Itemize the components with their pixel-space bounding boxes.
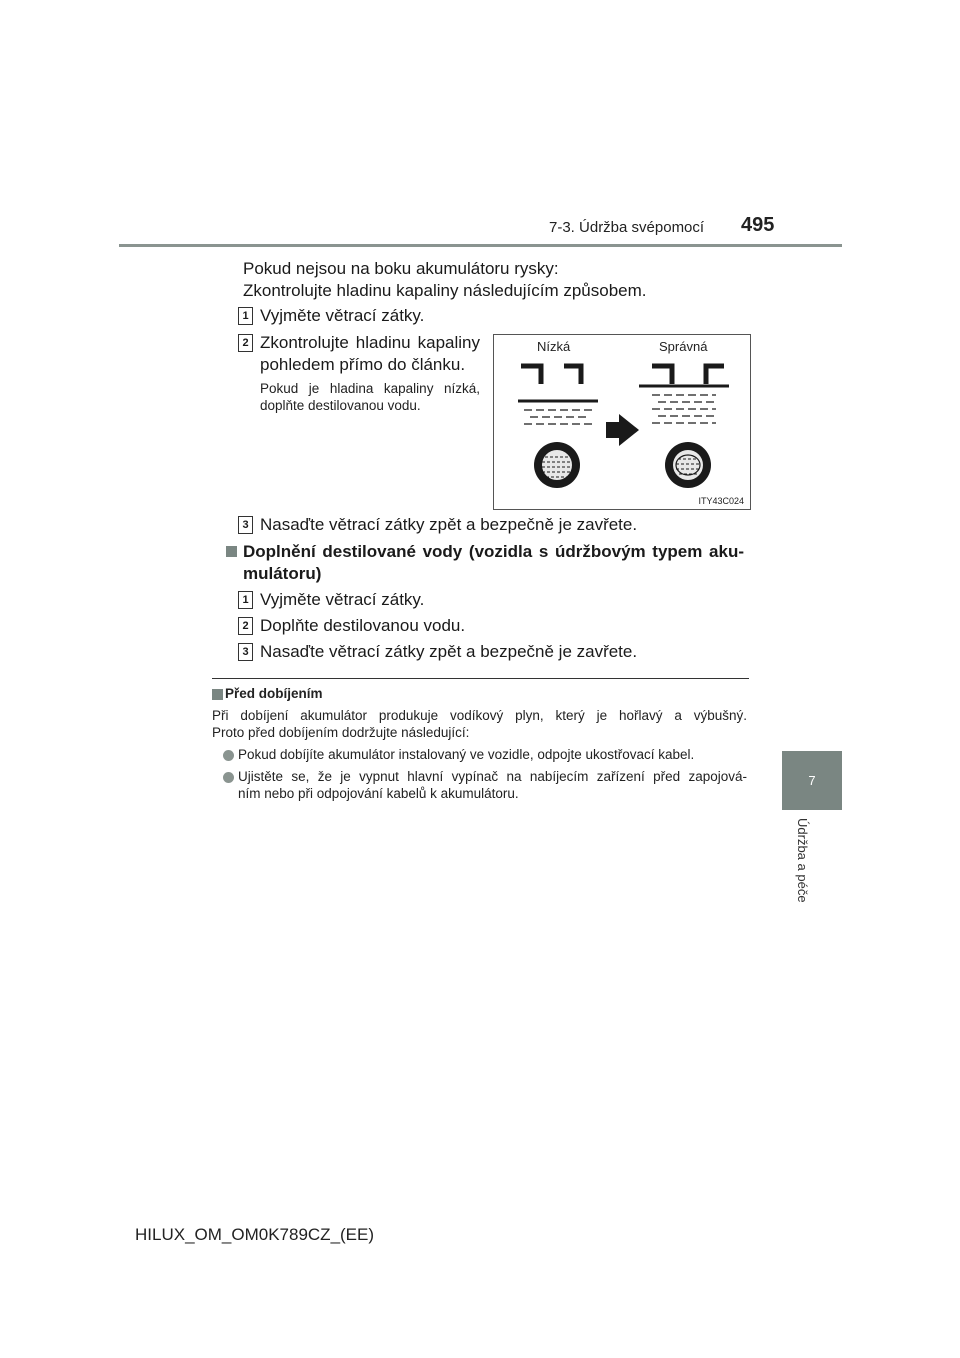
step-number: 3 bbox=[238, 516, 253, 534]
step-text: Nasaďte větrací zátky zpět a bezpečně je zavřete. bbox=[260, 642, 638, 661]
step-number: 3 bbox=[238, 643, 253, 661]
bullet-dot bbox=[223, 750, 234, 761]
note-bullet: Pokud dobíjíte akumulátor instalovaný ve vozidle, odpojte ukostřovací kabel. bbox=[238, 747, 695, 762]
step-text: Doplňte destilovanou vodu. bbox=[260, 616, 466, 635]
header-divider bbox=[119, 244, 842, 247]
document-id: HILUX_OM_OM0K789CZ_(EE) bbox=[135, 1225, 375, 1244]
label-correct: Správná bbox=[659, 339, 708, 354]
step-text: Zkontrolujte hladinu kapaliny bbox=[260, 333, 480, 352]
figure-code: ITY43C024 bbox=[698, 496, 744, 506]
note-bullet: ním nebo při odpojování kabelů k akumulátoru. bbox=[238, 786, 519, 801]
note-body: Proto před dobíjením dodržujte následující: bbox=[212, 725, 470, 740]
section-heading: mulátoru) bbox=[243, 564, 322, 583]
page-number: 495 bbox=[741, 214, 775, 236]
intro-line-1: Pokud nejsou na boku akumulátoru rysky: bbox=[243, 259, 559, 278]
step-number: 2 bbox=[238, 617, 253, 635]
chapter-label: Údržba a péče bbox=[795, 818, 810, 903]
step-note: Pokud je hladina kapaliny nízká, bbox=[260, 381, 480, 396]
fluid-level-illustration bbox=[494, 335, 750, 509]
step-note: doplňte destilovanou vodu. bbox=[260, 398, 421, 413]
section-heading: Doplnění destilované vody (vozidla s údržbovým typem aku- bbox=[243, 542, 744, 561]
step-number: 1 bbox=[238, 307, 253, 325]
step-number: 1 bbox=[238, 591, 253, 609]
step-text: pohledem přímo do článku. bbox=[260, 355, 466, 374]
section-title: 7-3. Údržba svépomocí bbox=[549, 219, 705, 236]
note-bullet: Ujistěte se, že je vypnut hlavní vypínač na nabíjecím zařízení před zapojová- bbox=[238, 769, 747, 784]
note-body: Při dobíjení akumulátor produkuje vodíkový plyn, který je hořlavý a výbušný. bbox=[212, 708, 747, 723]
note-heading: Před dobíjením bbox=[225, 686, 323, 701]
chapter-tab: 7 bbox=[782, 751, 842, 810]
intro-line-2: Zkontrolujte hladinu kapaliny následujícím způsobem. bbox=[243, 281, 647, 300]
note-marker bbox=[212, 689, 223, 700]
label-low: Nízká bbox=[537, 339, 571, 354]
step-text: Vyjměte větrací zátky. bbox=[260, 590, 425, 609]
step-text: Nasaďte větrací zátky zpět a bezpečně je zavřete. bbox=[260, 515, 638, 534]
fluid-level-figure bbox=[493, 334, 751, 510]
section-marker bbox=[226, 546, 237, 557]
step-text: Vyjměte větrací zátky. bbox=[260, 306, 425, 325]
section-divider bbox=[212, 678, 749, 679]
bullet-dot bbox=[223, 772, 234, 783]
step-number: 2 bbox=[238, 334, 253, 352]
